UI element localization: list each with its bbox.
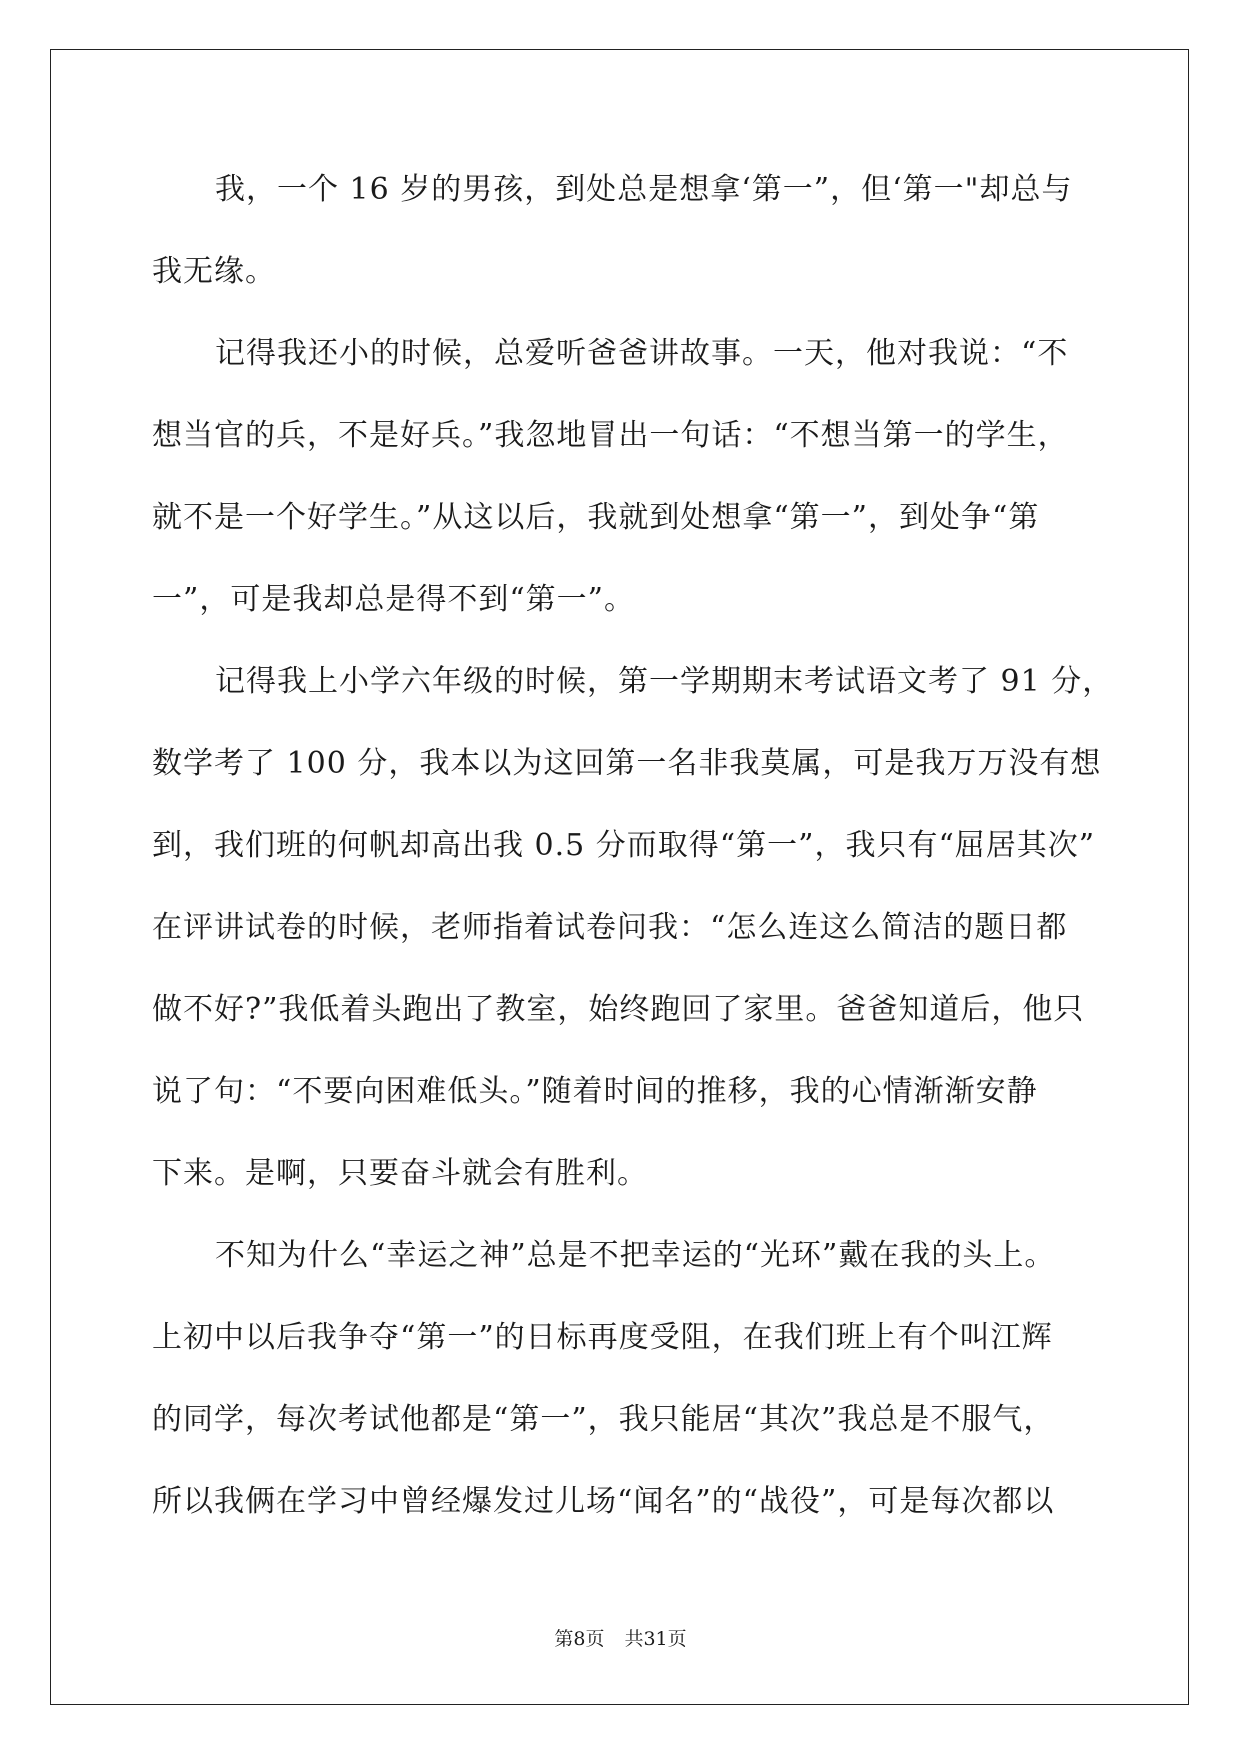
text-line: 在评讲试卷的时候，老师指着试卷问我：“怎么连这么简洁的题日都 [152,910,1068,945]
text-line: 的同学，每次考试他都是“第一”，我只能居“其次”我总是不服气， [152,1402,1055,1437]
text-line: 我无缘。 [152,254,276,289]
text-line: 记得我还小的时候，总爱听爸爸讲故事。一天，他对我说：“不 [215,336,1069,371]
text-line: 说了句：“不要向困难低头。”随着时间的推移，我的心情渐渐安静 [152,1074,1038,1109]
text-line: 不知为什么“幸运之神”总是不把幸运的“光环”戴在我的头上。 [215,1238,1056,1273]
text-line: 记得我上小学六年级的时候，第一学期期末考试语文考了 91 分， [215,664,1114,699]
text-line: 下来。是啊，只要奋斗就会有胜利。 [152,1156,648,1191]
text-line: 想当官的兵，不是好兵。”我忽地冒出一句话：“不想当第一的学生， [152,418,1069,453]
text-line: 我，一个 16 岁的男孩，到处总是想拿‘第一”，但‘第一"却总与 [215,172,1073,207]
text-line: 就不是一个好学生。”从这以后，我就到处想拿“第一”，到处争“第 [152,500,1040,535]
page-footer [0,1626,1241,1652]
page-number: 第8页 [554,1628,605,1650]
text-line: 所以我俩在学习中曾经爆发过儿场“闻名”的“战役”，可是每次都以 [152,1484,1055,1519]
document-body [152,164,1114,1558]
page-total: 共31页 [624,1628,687,1650]
text-line: 上初中以后我争夺“第一”的日标再度受阻，在我们班上有个叫江辉 [152,1320,1053,1355]
text-line: 数学考了 100 分，我本以为这回第一名非我莫属，可是我万万没有想 [152,746,1102,781]
text-line: 一”，可是我却总是得不到“第一”。 [152,582,636,617]
text-line: 到，我们班的何帆却高出我 0.5 分而取得“第一”，我只有“屈居其次” [152,828,1096,863]
text-line: 做不好?”我低着头跑出了教室，始终跑回了家里。爸爸知道后，他只 [152,992,1085,1027]
